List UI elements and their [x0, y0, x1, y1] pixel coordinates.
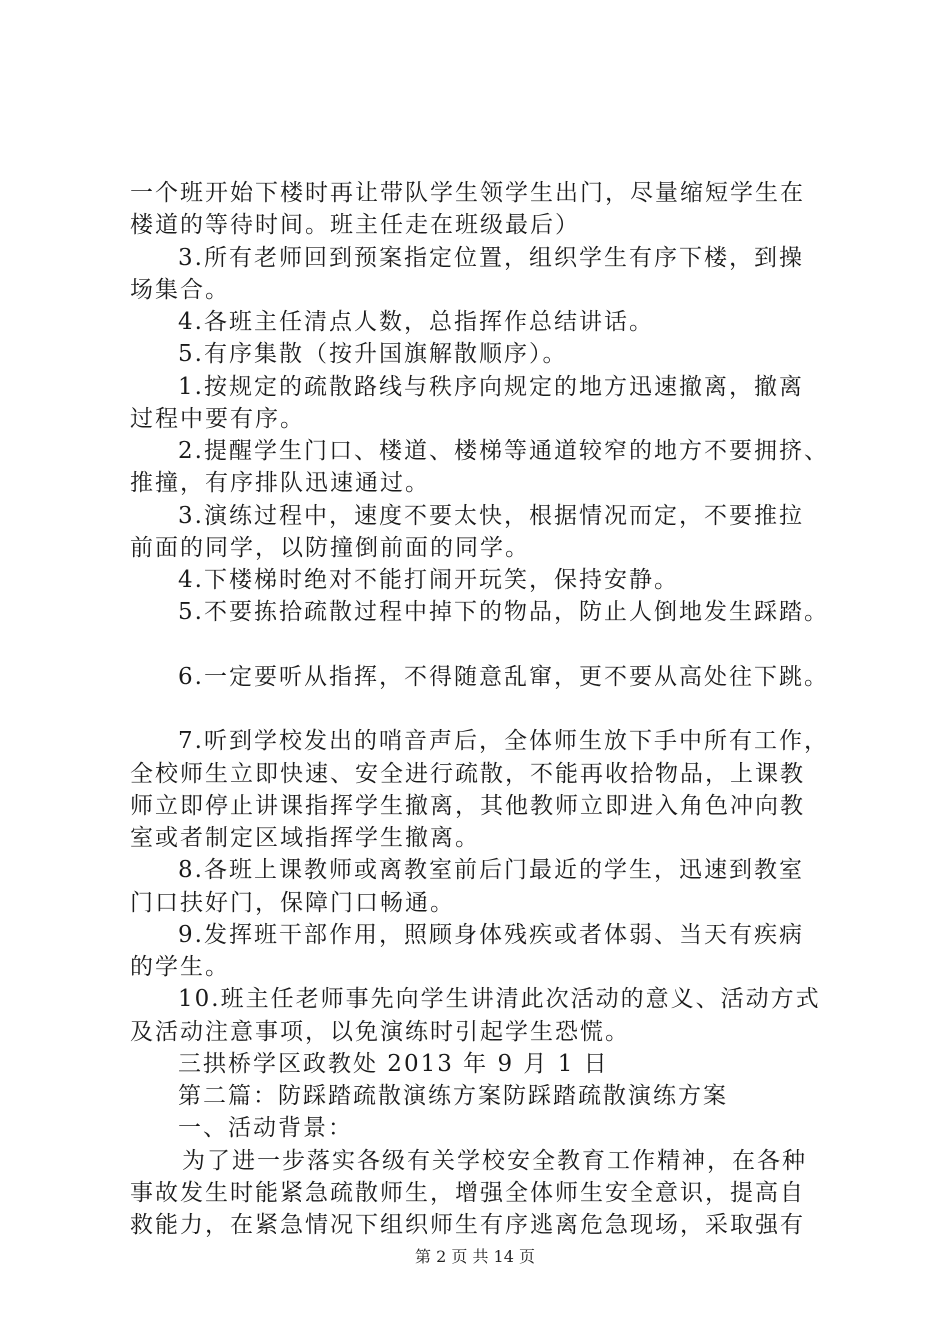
text-line: 前面的同学，以防撞倒前面的同学。 — [130, 535, 530, 561]
text-line: 救能力，在紧急情况下组织师生有序逃离危急现场，采取强有 — [130, 1212, 805, 1238]
text-line: 楼道的等待时间。班主任走在班级最后） — [130, 212, 580, 238]
text-line: 的学生。 — [130, 954, 230, 980]
text-line: 3.演练过程中，速度不要太快，根据情况而定，不要推拉 — [178, 503, 804, 529]
text-line: 4.各班主任清点人数，总指挥作总结讲话。 — [178, 309, 654, 335]
text-line: 门口扶好门，保障门口畅通。 — [130, 890, 455, 916]
text-line: 室或者制定区域指挥学生撤离。 — [130, 825, 480, 851]
text-line: 5.有序集散（按升国旗解散顺序）。 — [178, 341, 568, 367]
text-line: 过程中要有序。 — [130, 406, 305, 432]
text-line: 10.班主任老师事先向学生讲清此次活动的意义、活动方式 — [178, 986, 821, 1012]
text-line: 2.提醒学生门口、楼道、楼梯等通道较窄的地方不要拥挤、 — [178, 438, 829, 464]
text-line: 场集合。 — [130, 277, 230, 303]
text-line: 师立即停止讲课指挥学生撤离，其他教师立即进入角色冲向教 — [130, 793, 805, 819]
subsection-heading: 一、活动背景： — [178, 1115, 353, 1141]
text-line: 为了进一步落实各级有关学校安全教育工作精神，在各种 — [182, 1148, 807, 1174]
text-line: 6.一定要听从指挥，不得随意乱窜，更不要从高处往下跳。 — [178, 664, 829, 690]
section-heading: 第二篇：防踩踏疏散演练方案防踩踏疏散演练方案 — [178, 1083, 728, 1109]
text-line: 一个班开始下楼时再让带队学生领学生出门，尽量缩短学生在 — [130, 180, 805, 206]
text-line: 三拱桥学区政教处 2013 年 9 月 1 日 — [178, 1051, 609, 1077]
text-line: 5.不要拣拾疏散过程中掉下的物品，防止人倒地发生踩踏。 — [178, 599, 829, 625]
text-line: 7.听到学校发出的哨音声后，全体师生放下手中所有工作， — [178, 728, 829, 754]
text-line: 8.各班上课教师或离教室前后门最近的学生，迅速到教室 — [178, 857, 804, 883]
text-line: 全校师生立即快速、安全进行疏散，不能再收拾物品，上课教 — [130, 761, 805, 787]
page-number-footer: 第 2 页 共 14 页 — [415, 1247, 535, 1266]
text-line: 及活动注意事项，以免演练时引起学生恐慌。 — [130, 1019, 630, 1045]
text-line: 事故发生时能紧急疏散师生，增强全体师生安全意识，提高自 — [130, 1180, 805, 1206]
text-line: 推撞，有序排队迅速通过。 — [130, 470, 430, 496]
text-line: 3.所有老师回到预案指定位置，组织学生有序下楼，到操 — [178, 245, 804, 271]
text-line: 9.发挥班干部作用，照顾身体残疾或者体弱、当天有疾病 — [178, 922, 804, 948]
text-line: 1.按规定的疏散路线与秩序向规定的地方迅速撤离，撤离 — [178, 374, 804, 400]
text-line: 4.下楼梯时绝对不能打闹开玩笑，保持安静。 — [178, 567, 679, 593]
